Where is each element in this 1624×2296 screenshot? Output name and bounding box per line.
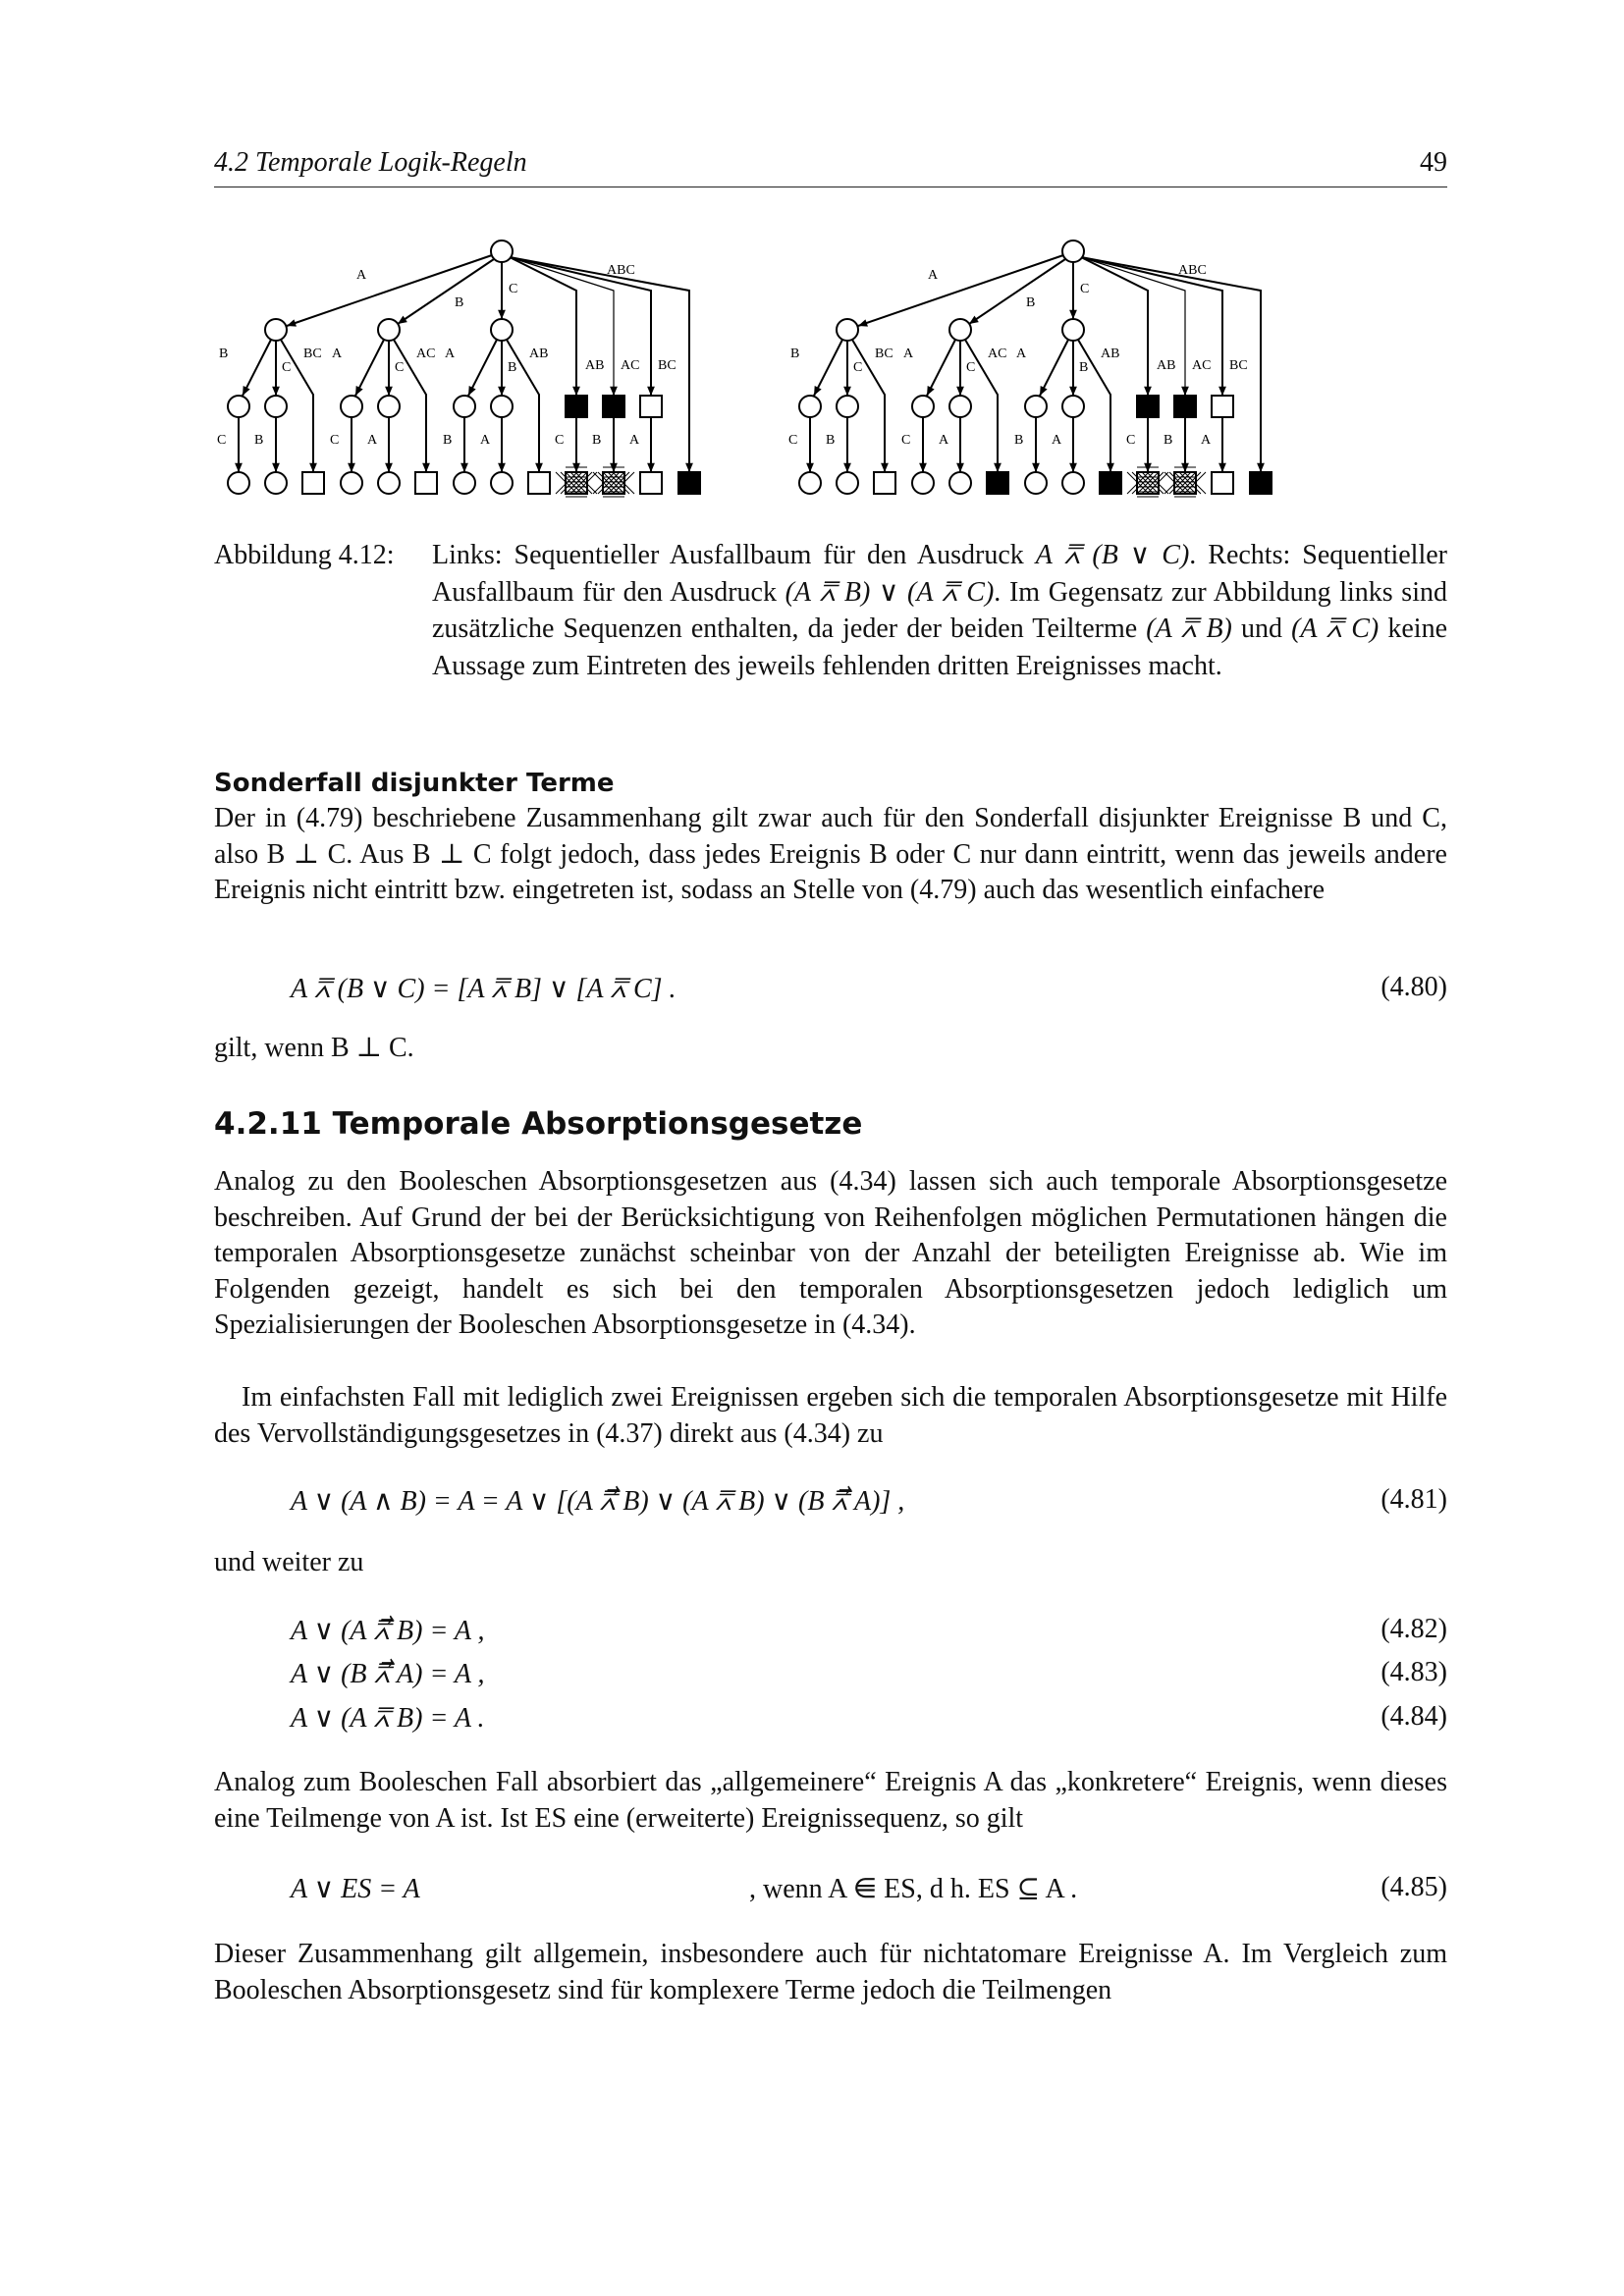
svg-text:A: A [356,268,367,283]
svg-text:BC: BC [875,347,893,361]
svg-text:C: C [330,433,340,448]
svg-text:AB: AB [1101,347,1120,361]
svg-text:C: C [555,433,565,448]
svg-text:C: C [395,360,405,375]
svg-text:C: C [1126,433,1136,448]
svg-text:B: B [790,347,800,361]
svg-text:A: A [939,433,949,448]
svg-text:A: A [332,347,343,361]
svg-text:AB: AB [585,358,605,373]
svg-text:B: B [1164,433,1173,448]
paragraph-disjoint: Der in (4.79) beschriebene Zusammenhang gilt zwar auch für den Sonderfall disjunkter Ereignisse B und C, also B ⊥ C. Aus B ⊥ C folgt jedoch, dass jedes Ereignis B oder C nur dann eintritt, wenn das jeweils andere Ereignis nicht eintritt bzw. eingetreten ist, sodass an Stelle von (4.79) auch das wesentlich einfachere [214,803,1447,905]
equation-4-84: A ∨ (A ⩞ B) = A . (4.84) [291,1701,1447,1734]
paragraph-absorbs: Analog zum Booleschen Fall absorbiert das „allgemeinere“ Ereignis A das „konkretere“ Ereignis, wenn dieses eine Teilmenge von A ist. Ist ES eine (erweiterte) Ereignissequenz, so gilt [214,1767,1447,1834]
svg-text:B: B [508,360,517,375]
svg-text:A: A [480,433,491,448]
svg-text:B: B [455,295,464,310]
caption-text: Links: Sequentieller Ausfallbaum für den Ausdruck A ⩞ (B ∨ C). Rechts: Sequentieller Ausfallbaum für den Ausdruck (A ⩞ B) ∨ (A ⩞ C). Im Gegensatz zur Abbildung links sind zusätzliche Sequenzen enthalten, da jeder der beiden Teilterme (A ⩞ B) und (A ⩞ C) keine Aussage zum Eintreten des jeweils fehlenden dritten Ereignisses macht. [432,540,1448,681]
section-heading: 4.2.11 Temporale Absorptionsgesetze [214,1106,863,1142]
svg-text:AC: AC [621,358,640,373]
svg-text:A: A [1016,347,1027,361]
svg-text:B: B [219,347,229,361]
svg-text:BC: BC [1229,358,1248,373]
equation-4-82: A ∨ (A ⩞⃗ B) = A , (4.82) [291,1614,1447,1646]
fault-tree-left [214,232,803,516]
svg-text:C: C [788,433,798,448]
svg-text:C: C [966,360,976,375]
svg-text:B: B [254,433,264,448]
svg-text:AC: AC [988,347,1007,361]
svg-text:C: C [853,360,863,375]
equation-4-80: A ⩞ (B ∨ C) = [A ⩞ B] ∨ [A ⩞ C] . (4.80) [291,972,1447,1004]
svg-text:B: B [592,433,602,448]
figure-4-12 [214,232,1447,516]
svg-text:ABC: ABC [1178,263,1207,278]
equation-4-83: A ∨ (B ⩞⃗ A) = A , (4.83) [291,1657,1447,1689]
svg-text:AB: AB [529,347,549,361]
running-head-section: 4.2 Temporale Logik-Regeln [214,147,527,178]
paragraph-absorption-intro: Analog zu den Booleschen Absorptionsgesetzen aus (4.34) lassen sich auch temporale Absorptionsgesetze beschreiben. Auf Grund der bei der Berücksichtigung von Reihenfolgen möglichen Permutationen hängen die temporalen Absorptionsgesetze zunächst scheinbar von der Anzahl der beteiligten Ereignisse ab. Wie im Folgenden gezeigt, handelt es sich bei den temporalen Absorptionsgesetzen jedoch lediglich um Spezialisierungen der Booleschen Absorptionsgesetze in (4.34). [214,1166,1447,1340]
svg-text:ABC: ABC [607,263,635,278]
svg-text:BC: BC [658,358,677,373]
svg-text:AC: AC [416,347,436,361]
subsection-heading: Sonderfall disjunkter Terme [214,769,615,798]
page-number: 49 [1420,147,1447,178]
caption-label: Abbildung 4.12: [214,540,395,570]
svg-text:B: B [1014,433,1024,448]
equation-4-81: A ∨ (A ∧ B) = A = A ∨ [(A ⩞⃗ B) ∨ (A ⩞ B) ∨ (B ⩞⃗ A)] , (4.81) [291,1484,1447,1517]
svg-text:B: B [1079,360,1089,375]
paragraph-two-events: Im einfachsten Fall mit lediglich zwei Ereignissen ergeben sich die temporalen Absorptionsgesetze mit Hilfe des Vervollständigungsgesetzes in (4.37) direkt aus (4.34) zu [214,1382,1447,1449]
svg-text:AB: AB [1157,358,1176,373]
svg-text:B: B [443,433,453,448]
svg-text:A: A [928,268,939,283]
fault-tree-right [785,232,1375,516]
svg-text:A: A [1201,433,1212,448]
svg-text:A: A [903,347,914,361]
running-head [214,147,1447,187]
equation-4-85: A ∨ ES = A , wenn A ⋹ ES, d h. ES ⊆ A . (4.85) [291,1872,1447,1904]
svg-text:A: A [629,433,640,448]
svg-text:A: A [1052,433,1062,448]
svg-text:A: A [445,347,456,361]
svg-text:C: C [217,433,227,448]
svg-text:C: C [282,360,292,375]
svg-text:B: B [1026,295,1036,310]
svg-text:BC: BC [303,347,322,361]
paragraph-und-weiter: und weiter zu [214,1547,364,1577]
paragraph-general: Dieser Zusammenhang gilt allgemein, insbesondere auch für nichtatomare Ereignisse A. Im Vergleich zum Booleschen Absorptionsgesetz sind für komplexere Terme jedoch die Teilmengen [214,1939,1447,2005]
svg-text:C: C [901,433,911,448]
paragraph-after-4-80: gilt, wenn B ⊥ C. [214,1033,414,1063]
svg-text:C: C [1080,282,1090,296]
svg-text:A: A [367,433,378,448]
svg-text:C: C [509,282,518,296]
svg-text:B: B [826,433,836,448]
svg-text:AC: AC [1192,358,1212,373]
